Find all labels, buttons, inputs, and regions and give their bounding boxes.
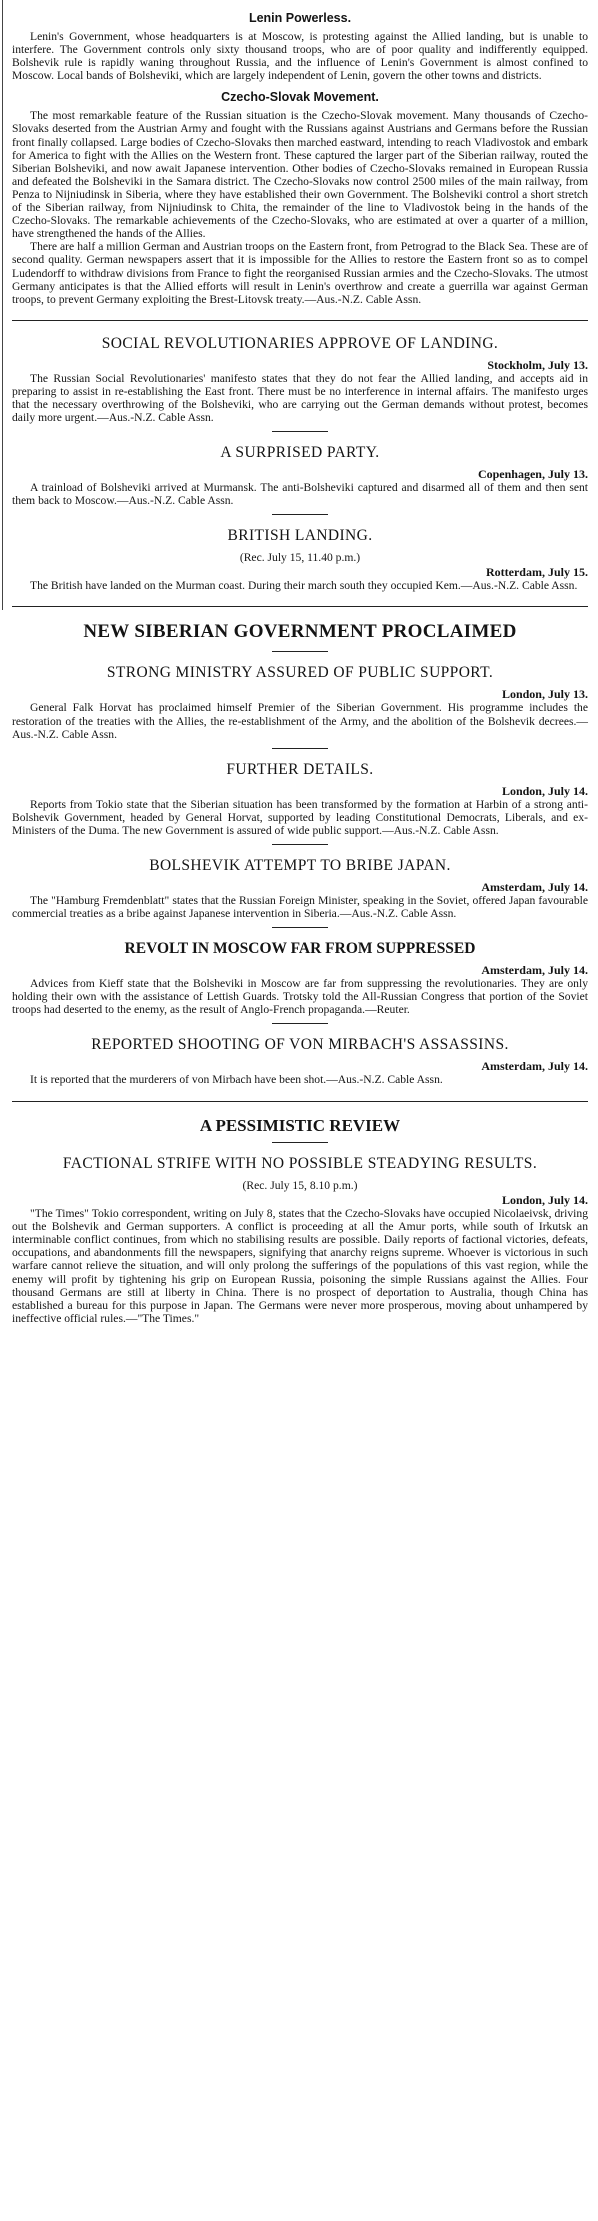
czecho-paragraph-2: There are half a million German and Austrian troops on the Eastern front, from Petrograd to the Black Sea. These are of second quality. German newspapers assert that it is impossible for the Allies to restore the Eastern front so as to compel Ludendorff to withdraw divisions from France to fight the reorganised Russian armies and the Czecho-Slovaks. The utmost Germany anticipates is that the Allied efforts will result in Lenin's overthrow and create a guerrilla war against German troops, to prevent Germany exploiting the Brest-Litovsk treaty.—Aus.-N.Z. Cable Assn. <box>12 240 588 306</box>
british-received: (Rec. July 15, 11.40 p.m.) <box>239 551 361 565</box>
british-dateline: Rotterdam, July 15. <box>486 565 588 580</box>
short-rule <box>272 651 328 652</box>
bribe-heading: BOLSHEVIK ATTEMPT TO BRIBE JAPAN. <box>149 857 451 874</box>
further-text: Reports from Tokio state that the Siberian situation has been transformed by the formation at Harbin of a strong anti-Bolshevik Government, headed by General Horvat, supported by leading Constitutional Democrats, Liberals, and ex-Ministers of the Duma. The new Government is assured of wide public support.—Aus.-N.Z. Cable Assn. <box>12 797 588 837</box>
surprised-dateline: Copenhagen, July 13. <box>477 466 588 481</box>
shooting-text: It is reported that the murderers of von Mirbach have been shot.—Aus.-N.Z. Cable Assn. <box>30 1073 443 1087</box>
short-rule <box>272 844 328 845</box>
further-dateline: London, July 14. <box>501 783 588 798</box>
lenin-section <box>12 11 588 82</box>
section-rule <box>12 320 588 321</box>
pessimistic-headline: A PESSIMISTIC REVIEW <box>199 1115 401 1135</box>
short-rule <box>272 1142 328 1143</box>
british-section <box>12 527 588 592</box>
shooting-section <box>12 1036 588 1086</box>
pessimistic-heading: FACTIONAL STRIFE WITH NO POSSIBLE STEADYING RESULTS. <box>62 1155 538 1173</box>
lenin-heading: Lenin Powerless. <box>248 11 352 25</box>
lenin-text: Lenin's Government, whose headquarters is at Moscow, is protesting against the Allied landing, but is unable to interfere. The Government controls only sixty thousand troops, who are of poor quality and indifferently equipped. Bolshevik rule is rapidly waning throughout Russia, and the influence of Lenin's Government is almost confined to Moscow. Local bands of Bolsheviki, which are largely independent of Lenin, govern the other towns and districts. <box>12 30 588 83</box>
siberian-headline: NEW SIBERIAN GOVERNMENT PROCLAIMED <box>83 621 517 643</box>
social-dateline: Stockholm, July 13. <box>487 357 588 372</box>
british-heading: BRITISH LANDING. <box>227 527 373 545</box>
czecho-section <box>12 90 588 305</box>
further-heading: FURTHER DETAILS. <box>226 760 374 778</box>
surprised-heading: A SURPRISED PARTY. <box>220 444 380 462</box>
czecho-heading: Czecho-Slovak Movement. <box>221 90 379 105</box>
surprised-text: A trainload of Bolsheviki arrived at Murmansk. The anti-Bolsheviki captured and disarmed all of them and then sent them back to Moscow.—Aus.-N.Z. Cable Assn. <box>12 481 588 508</box>
section-rule <box>12 606 588 607</box>
social-text: The Russian Social Revolutionaries' manifesto states that they do not fear the Allied landing, and accepts aid in preparing to assist in re-establishing the East front. There must be no interference in internal affairs. The manifesto urges that the necessary overthrowing of the Bolsheviki, who are carrying out the German demands without protest, becomes daily more urgent.—Aus.-N.Z. Cable Assn. <box>12 371 588 425</box>
short-rule <box>272 514 328 515</box>
short-rule <box>272 431 328 432</box>
bribe-text: The "Hamburg Fremdenblatt" states that the Russian Foreign Minister, speaking in the Soviet, offered Japan favourable commercial treaties as a bribe against Japanese intervention in Siberia.—Aus.-N.Z. Cable Assn. <box>12 894 588 921</box>
siberian-dateline: London, July 13. <box>501 687 588 702</box>
siberian-heading: STRONG MINISTRY ASSURED OF PUBLIC SUPPORT. <box>106 664 494 682</box>
short-rule <box>272 1023 328 1024</box>
social-section <box>12 335 588 424</box>
short-rule <box>272 927 328 928</box>
pessimistic-text: "The Times" Tokio correspondent, writing on July 8, states that the Czecho-Slovaks have occupied Nicolaeivsk, driving out the Bolshevik and German supporters. A conflict is proceeding at all the Amur ports, while south of Irkutsk an interminable conflict continues, from which no stabilising results are possible. Daily reports of factional victories, defeats, occupations, and abandonments fill the newspapers, signifying that anarchy reigns supreme. Whoever is victorious in such warfare cannot relieve the situation, and will only prolong the sufferings of the populations of this vast region, while the enemy will profit by tightening his grip on European Russia, poisoning the simple Russians against the Allies. Four thousand Germans are still at liberty in China. There is no prospect of deportation to Australia, though China has established a bureau for this purpose in Japan. The Germans were never more prosperous, moving about unhampered by ineffective official rules.—"The Times." <box>12 1207 588 1325</box>
czecho-paragraph-1: The most remarkable feature of the Russian situation is the Czecho-Slovak movement. Many thousands of Czecho-Slovaks deserted from the Austrian Army and fought with the Russians against Austrians and Germans before the Russian front finally collapsed. Large bodies of Czecho-Slovaks then marched eastward, intending to reach Vladivostok and embark for America to fight with the Allies on the Western front. These captured the larger part of the Siberian railway, routed the Siberian Bolsheviki, and now await Japanese intervention. Other bodies of Czecho-Slovaks remained in European Russia and defeated the Bolsheviki in the Samara district. The Czecho-Slovaks now control 2500 miles of the main railway, from Penza to Nijniudinsk in Siberia, where they have established their own Government. The Bolsheviki control a short stretch of the Siberian railway, from Nijniudinsk to Chita, the remainder of the line to Vladivostok being in the hands of the Czecho-Slovaks. The remarkable achievements of the Czecho-Slovaks, who are estimated at over a quarter of a million, have strengthened the hands of the Allies. <box>12 109 588 241</box>
revolt-dateline: Amsterdam, July 14. <box>481 963 588 977</box>
short-rule <box>272 748 328 749</box>
siberian-text: General Falk Horvat has proclaimed himself Premier of the Siberian Government. His programme includes the restoration of the treaties with the Allies, the re-establishment of the Army, and the abolition of the Bolshevik decrees.—Aus.-N.Z. Cable Assn. <box>12 701 588 741</box>
siberian-section <box>12 621 588 740</box>
margin-rule <box>2 0 3 610</box>
revolt-text: Advices from Kieff state that the Bolsheviki in Moscow are far from suppressing the revolutionaries. They are only holding their own with the assistance of Lettish Guards. Trotsky told the All-Russian Congress that portion of the Soviet troops had deserted to the enemy, as the result of Anglo-French propaganda.—Reuter. <box>12 977 588 1017</box>
shooting-dateline: Amsterdam, July 14. <box>481 1059 588 1074</box>
british-text: The British have landed on the Murman coast. During their march south they occupied Kem.—Aus.-N.Z. Cable Assn. <box>30 579 578 593</box>
social-heading: SOCIAL REVOLUTIONARIES APPROVE OF LANDING. <box>101 334 499 352</box>
revolt-heading: REVOLT IN MOSCOW FAR FROM SUPPRESSED <box>124 940 476 958</box>
pessimistic-section <box>12 1116 588 1325</box>
pessimistic-dateline: London, July 14. <box>501 1192 588 1207</box>
surprised-section <box>12 444 588 507</box>
pessimistic-received: (Rec. July 15, 8.10 p.m.) <box>242 1178 358 1192</box>
bribe-section <box>12 857 588 920</box>
bribe-dateline: Amsterdam, July 14. <box>481 879 588 894</box>
shooting-heading: REPORTED SHOOTING OF VON MIRBACH'S ASSASSINS. <box>91 1036 509 1054</box>
revolt-section <box>12 940 588 1016</box>
section-rule <box>12 1101 588 1102</box>
further-section <box>12 761 588 837</box>
